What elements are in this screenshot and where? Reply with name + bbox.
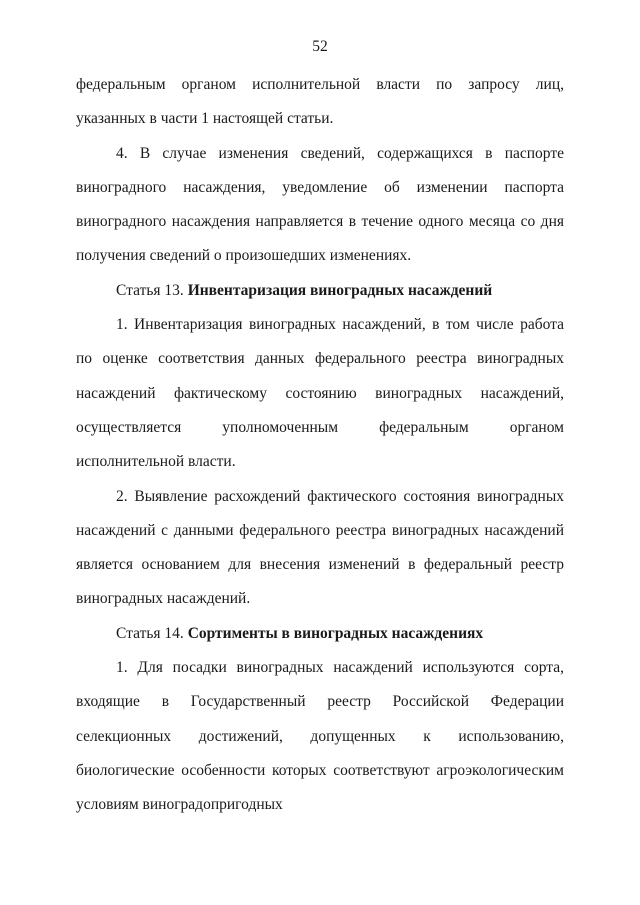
article-14-heading [76, 617, 564, 651]
document-body [76, 68, 564, 823]
article-14-number: Статья 14. [116, 624, 188, 642]
article-13-item-2: 2. Выявление расхождений фактического состояния виноградных насаждений с данными федерального реестра виноградных насаждений является основанием для внесения изменений в федеральный реестр виноградных насаждений. [76, 487, 564, 608]
article-13-number: Статья 13. [116, 281, 188, 299]
paragraph-item-4: 4. В случае изменения сведений, содержащихся в паспорте виноградного насаждения, уведомление об изменении паспорта виноградного насаждения направляется в течение одного месяца со дня получения сведений о произошедших изменениях. [76, 144, 564, 265]
article-13-item-1: 1. Инвентаризация виноградных насаждений, в том числе работа по оценке соответствия данных федерального реестра виноградных насаждений фактическому состоянию виноградных насаждений, осуществляется уполномоченным федеральным органом исполнительной власти. [76, 316, 564, 471]
page-number: 52 [312, 38, 328, 55]
article-13-heading [76, 274, 564, 308]
article-13-title: Инвентаризация виноградных насаждений [187, 281, 493, 299]
article-14-title: Сортименты в виноградных насаждениях [187, 624, 484, 642]
paragraph-continuation: федеральным органом исполнительной власти по запросу лиц, указанных в части 1 настоящей статьи. [76, 76, 564, 128]
article-14-item-1: 1. Для посадки виноградных насаждений используются сорта, входящие в Государственный реестр Российской Федерации селекционных достижений, допущенных к использованию, биологические особенности которых соответствуют агроэкологическим условиям виноградопригодных [76, 659, 564, 814]
